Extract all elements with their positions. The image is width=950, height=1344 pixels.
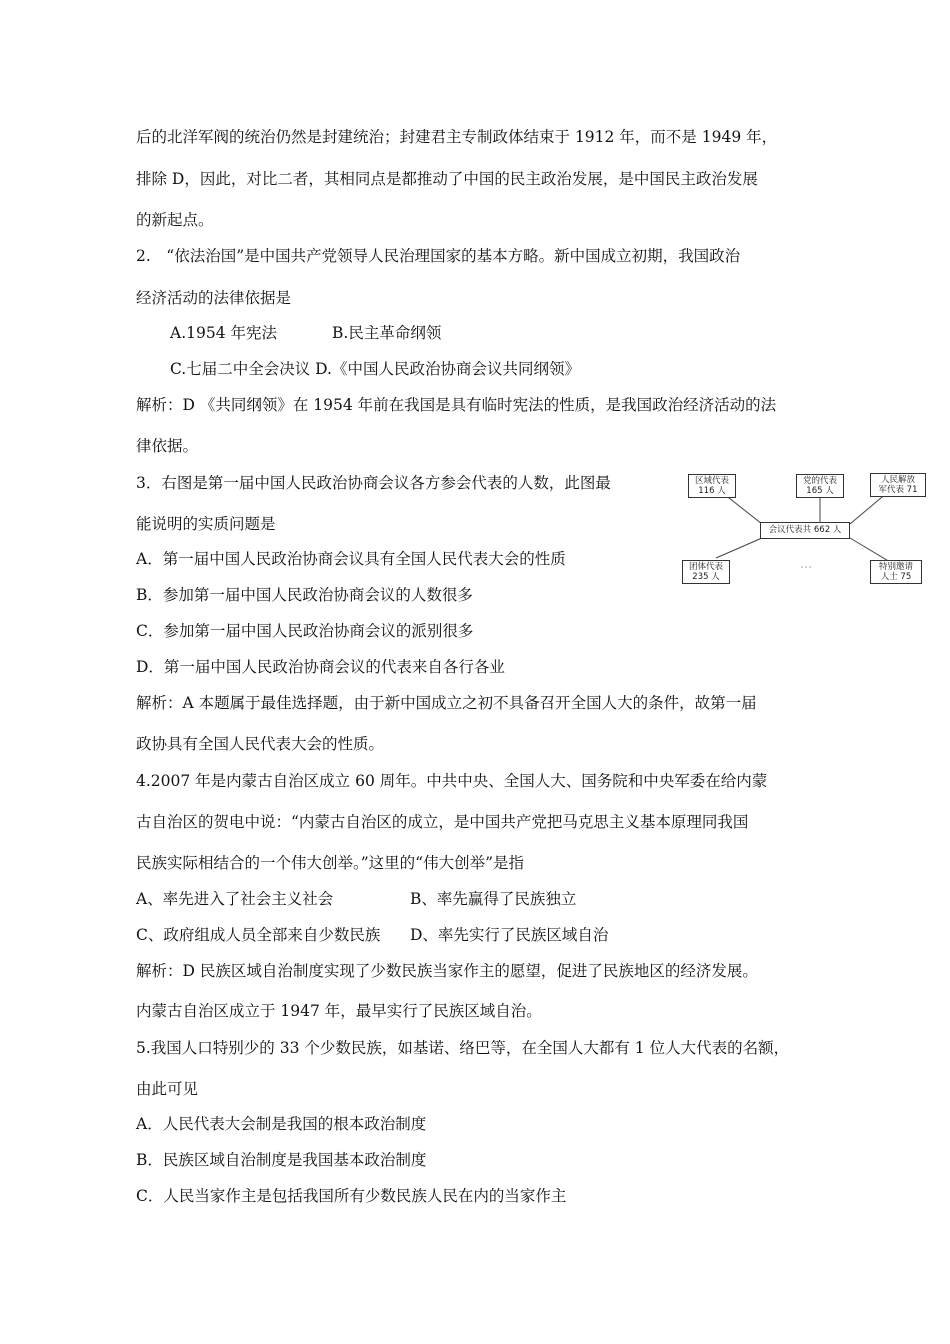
question-2-stem: 2. “依法治国”是中国共产党领导人民治理国家的基本方略。新中国成立初期，我国政治 bbox=[136, 247, 741, 265]
question-4-stem: 民族实际相结合的一个伟大创举。”这里的“伟大创举”是指 bbox=[136, 854, 525, 872]
text-line: 排除 D，因此，对比二者，其相同点是都推动了中国的民主政治发展，是中国民主政治发展 bbox=[136, 170, 758, 188]
group-delegates-box bbox=[682, 560, 730, 584]
delegates-diagram bbox=[680, 468, 930, 592]
question-3-explanation: 解析：A 本题属于最佳选择题，由于新中国成立之初不具备召开全国人大的条件，故第一届 bbox=[136, 694, 757, 712]
region-delegates-box bbox=[688, 474, 736, 498]
question-5-option-a: A．人民代表大会制是我国的根本政治制度 bbox=[136, 1115, 427, 1133]
question-4-stem: 4.2007 年是内蒙古自治区成立 60 周年。中共中央、全国人大、国务院和中央军委在给内蒙 bbox=[136, 772, 768, 790]
special-delegates-box bbox=[870, 560, 922, 584]
army-delegates-label: 人民解放 bbox=[880, 475, 915, 485]
question-5-stem: 由此可见 bbox=[136, 1080, 199, 1098]
total-delegates-box bbox=[760, 522, 850, 539]
question-3-option-a: A．第一届中国人民政治协商会议具有全国人民代表大会的性质 bbox=[136, 550, 566, 568]
connector-line bbox=[716, 538, 762, 558]
question-4-explanation: 内蒙古自治区成立于 1947 年，最早实行了民族区域自治。 bbox=[136, 1002, 542, 1020]
connector-line bbox=[724, 494, 762, 524]
special-delegates-count: 人士 75 bbox=[880, 572, 912, 582]
question-2-option-b: B.民主革命纲领 bbox=[332, 324, 442, 342]
question-3-option-b: B．参加第一届中国人民政治协商会议的人数很多 bbox=[136, 586, 473, 604]
question-3-explanation: 政协具有全国人民代表大会的性质。 bbox=[136, 735, 385, 753]
question-5-stem: 5.我国人口特别少的 33 个少数民族，如基诺、络巴等，在全国人大都有 1 位人大代表的名额， bbox=[136, 1039, 790, 1057]
question-4-option-d: D、率先实行了民族区域自治 bbox=[410, 926, 609, 944]
group-delegates-count: 235 人 bbox=[692, 572, 720, 582]
group-delegates-label: 团体代表 bbox=[688, 562, 723, 572]
party-delegates-label: 党的代表 bbox=[802, 476, 837, 486]
region-delegates-count: 116 人 bbox=[698, 486, 726, 496]
question-2-explanation: 律依据。 bbox=[136, 437, 199, 455]
region-delegates-label: 区域代表 bbox=[694, 476, 729, 486]
question-4-option-b: B、率先赢得了民族独立 bbox=[410, 890, 577, 908]
question-3-stem: 能说明的实质问题是 bbox=[136, 515, 276, 533]
question-4-explanation: 解析：D 民族区域自治制度实现了少数民族当家作主的愿望，促进了民族地区的经济发展。 bbox=[136, 962, 758, 980]
question-2-option-cd: C.七届二中全会决议 D.《中国人民政治协商会议共同纲领》 bbox=[170, 360, 580, 378]
question-4-stem: 古自治区的贺电中说：“内蒙古自治区的成立，是中国共产党把马克思主义基本原理同我国 bbox=[136, 813, 749, 831]
connector-line bbox=[850, 538, 890, 562]
question-3-option-d: D．第一届中国人民政治协商会议的代表来自各行各业 bbox=[136, 658, 505, 676]
question-4-option-a: A、率先进入了社会主义社会 bbox=[136, 890, 334, 908]
total-delegates-label: 会议代表共 662 人 bbox=[768, 525, 842, 535]
text-line: 的新起点。 bbox=[136, 211, 214, 229]
question-5-option-b: B．民族区域自治制度是我国基本政治制度 bbox=[136, 1151, 427, 1169]
question-2-stem: 经济活动的法律依据是 bbox=[136, 289, 292, 307]
question-3-stem: 3．右图是第一届中国人民政治协商会议各方参会代表的人数，此图最 bbox=[136, 474, 611, 492]
army-delegates-box bbox=[870, 473, 926, 497]
question-2-option-a: A.1954 年宪法 bbox=[170, 324, 277, 342]
question-4-option-c: C、政府组成人员全部来自少数民族 bbox=[136, 926, 381, 944]
special-delegates-label: 特别邀请 bbox=[878, 562, 913, 572]
party-delegates-count: 165 人 bbox=[806, 486, 834, 496]
question-2-explanation: 解析：D 《共同纲领》在 1954 年前在我国是具有临时宪法的性质，是我国政治经济活动的法 bbox=[136, 396, 777, 414]
question-5-option-c: C．人民当家作主是包括我国所有少数民族人民在内的当家作主 bbox=[136, 1187, 567, 1205]
party-delegates-box bbox=[796, 474, 844, 498]
army-delegates-count: 军代表 71 bbox=[878, 485, 918, 495]
text-line: 后的北洋军阀的统治仍然是封建统治；封建君主专制政体结束于 1912 年，而不是 1949 年， bbox=[136, 128, 778, 146]
question-3-option-c: C．参加第一届中国人民政治协商会议的派别很多 bbox=[136, 622, 474, 640]
